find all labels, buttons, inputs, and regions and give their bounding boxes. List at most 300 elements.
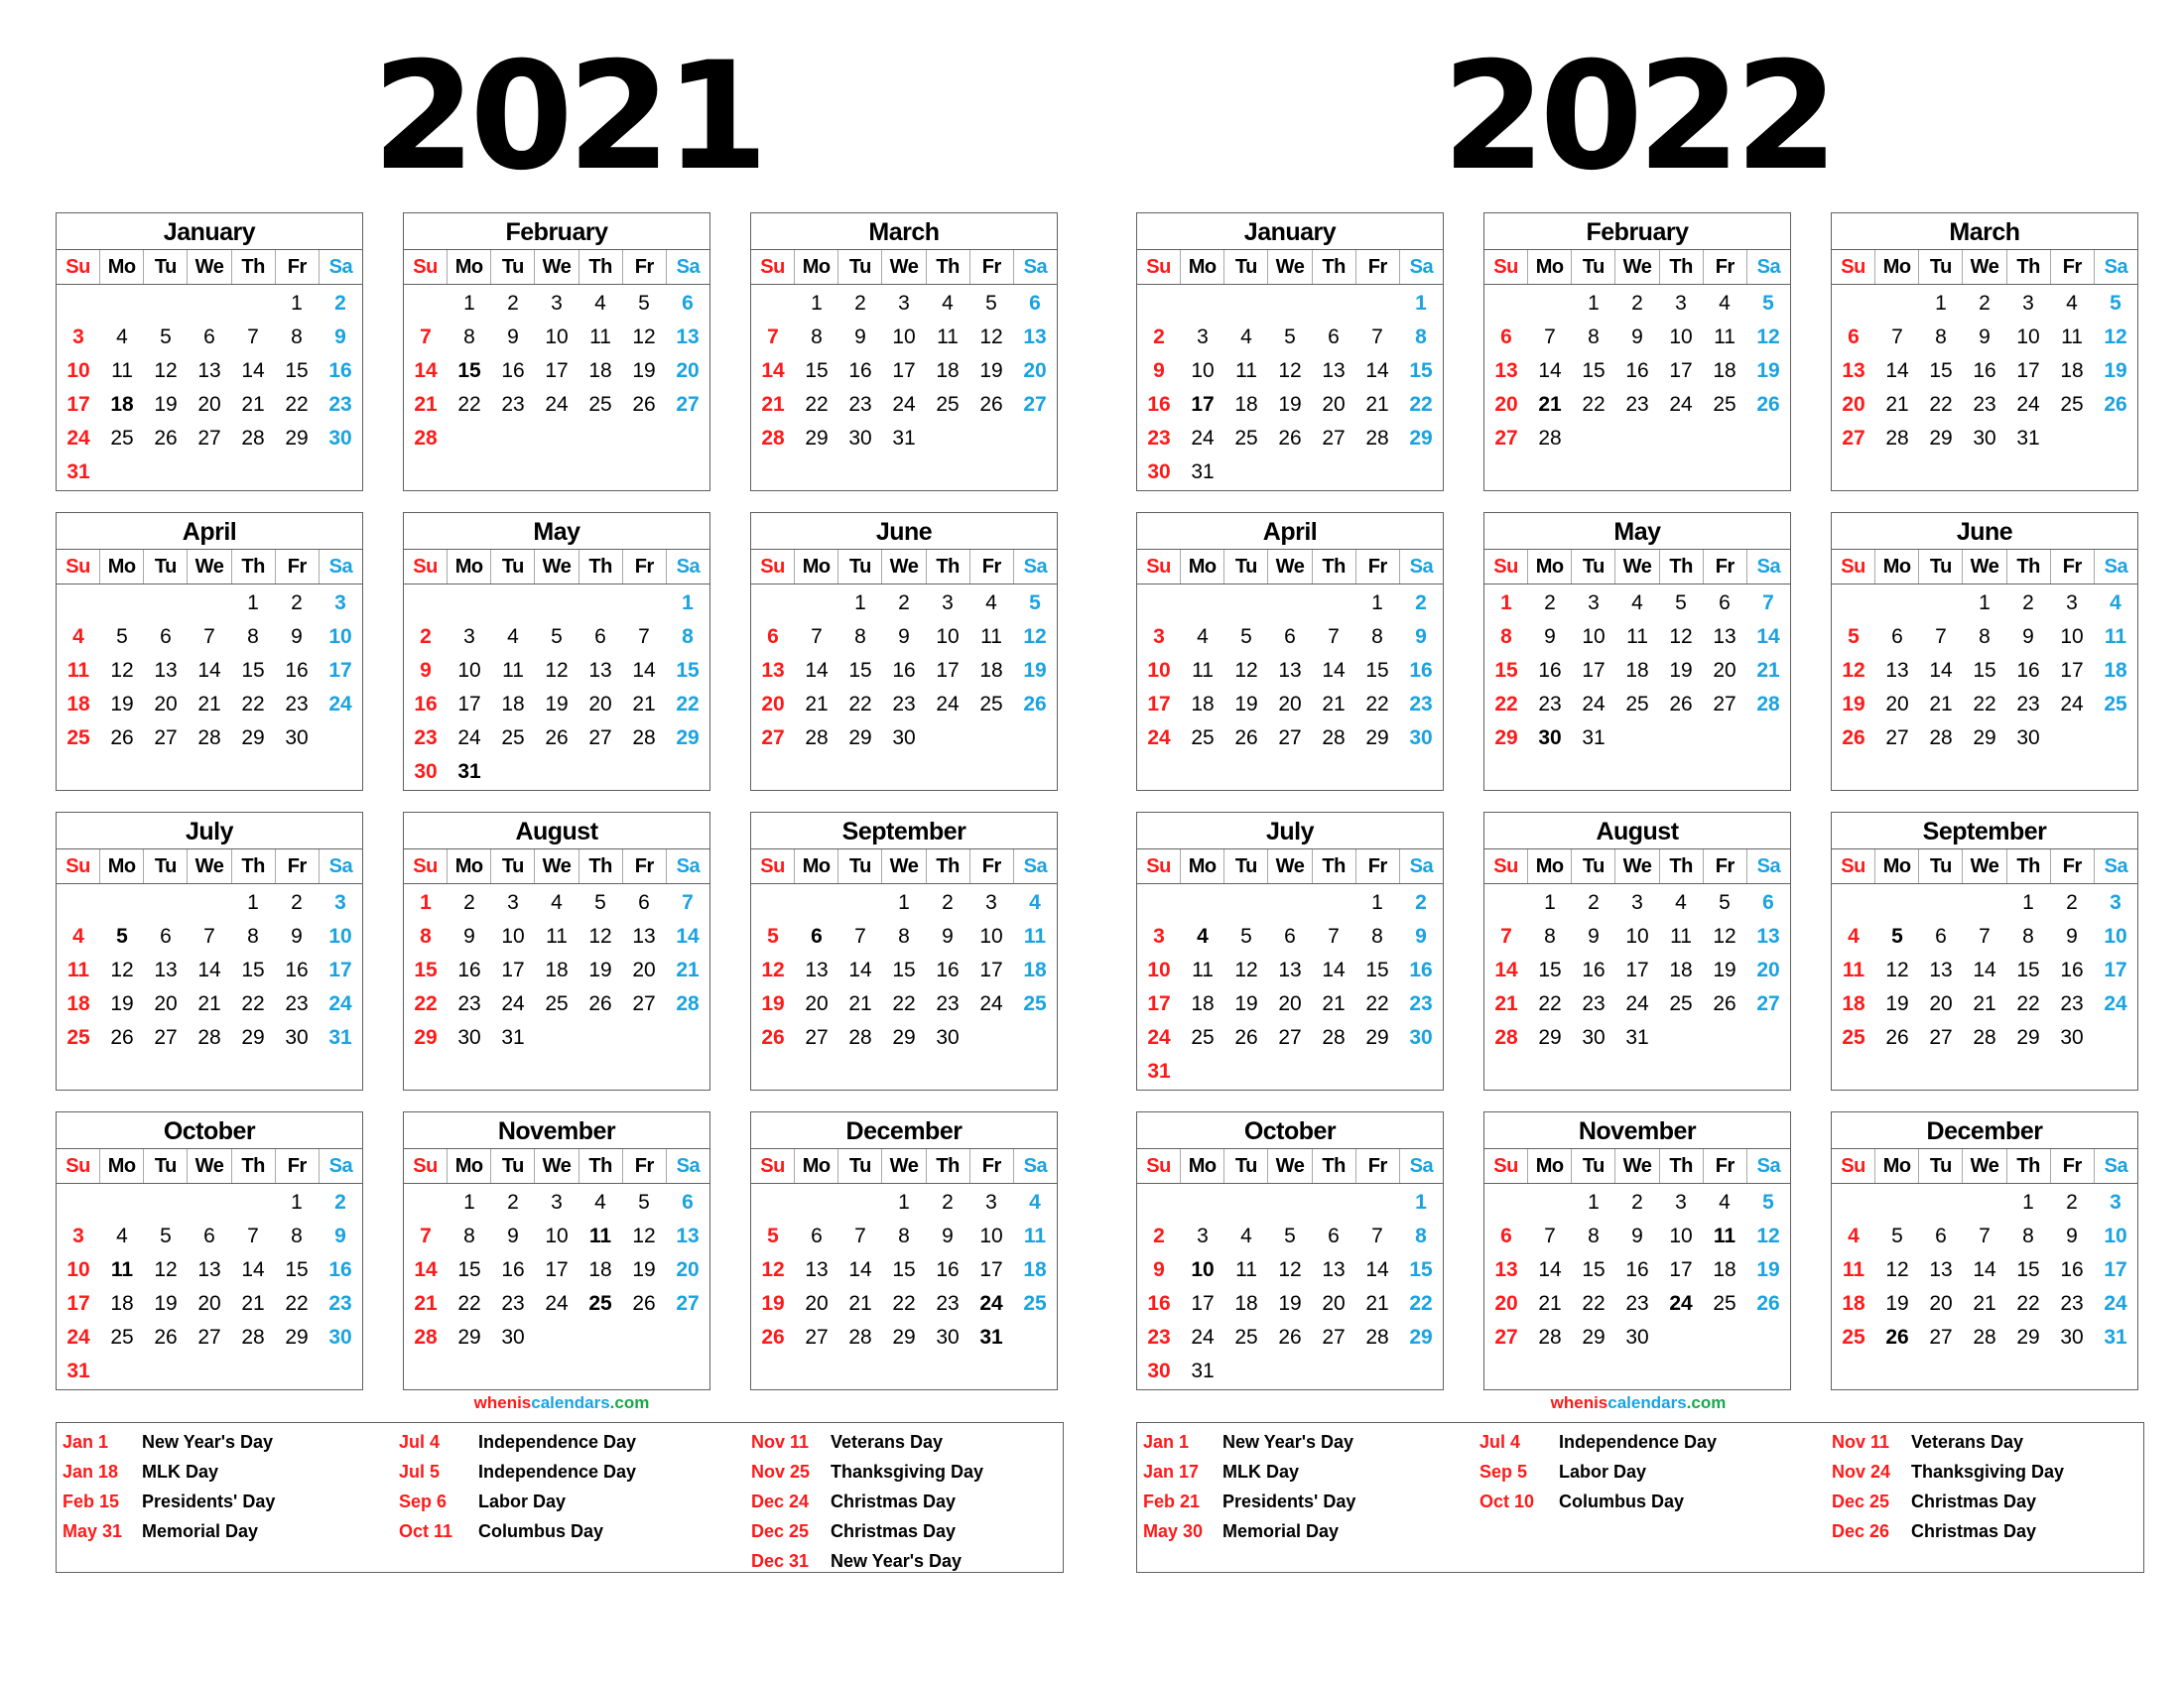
day-cell[interactable]: 17 [936,659,960,682]
day-cell[interactable]: 27 [154,1026,178,1049]
day-cell[interactable]: 18 [110,1292,134,1315]
day-cell[interactable]: 4 [1719,292,1731,315]
day-cell[interactable]: 25 [1713,393,1736,416]
day-cell[interactable]: 4 [985,591,997,614]
day-cell[interactable]: 25 [1023,1292,1047,1315]
day-cell[interactable]: 7 [1762,591,1774,614]
day-cell[interactable]: 27 [1756,992,1780,1015]
day-cell[interactable]: 28 [414,1326,438,1349]
day-cell[interactable]: 20 [1713,659,1736,682]
day-cell[interactable]: 8 [1415,325,1427,348]
day-cell[interactable]: 21 [1365,393,1389,416]
day-cell[interactable]: 10 [457,659,481,682]
day-cell[interactable]: 17 [328,659,352,682]
day-cell[interactable]: 28 [1322,1026,1346,1049]
day-cell[interactable]: 5 [1891,1225,1903,1247]
day-cell[interactable]: 21 [1973,1292,1996,1315]
day-cell[interactable]: 5 [1284,325,1296,348]
day-cell[interactable]: 28 [1365,1326,1389,1349]
day-cell[interactable]: 4 [1631,591,1643,614]
day-cell[interactable]: 13 [1885,659,1909,682]
day-cell[interactable]: 26 [1756,1292,1780,1315]
day-cell[interactable]: 19 [1278,393,1302,416]
day-cell[interactable]: 27 [1929,1326,1953,1349]
day-cell[interactable]: 16 [1582,959,1606,981]
website-label-2022[interactable] [1440,1391,1837,1415]
day-cell[interactable]: 3 [72,325,84,348]
day-cell[interactable]: 10 [979,1225,1003,1247]
day-cell[interactable]: 8 [1415,1225,1427,1247]
day-cell[interactable]: 24 [1147,726,1171,749]
day-cell[interactable]: 24 [979,992,1003,1015]
day-cell[interactable]: 30 [501,1326,525,1349]
day-cell[interactable]: 2 [942,891,954,914]
day-cell[interactable]: 24 [457,726,481,749]
day-cell[interactable]: 9 [291,625,303,648]
day-cell[interactable]: 12 [1278,1258,1302,1281]
day-cell[interactable]: 12 [1756,325,1780,348]
day-cell[interactable]: 5 [767,1225,779,1247]
day-cell[interactable]: 6 [682,1191,694,1214]
day-cell[interactable]: 30 [457,1026,481,1049]
day-cell[interactable]: 20 [197,393,221,416]
day-cell[interactable]: 21 [1929,693,1953,715]
day-cell[interactable]: 19 [632,1258,656,1281]
day-cell[interactable]: 25 [110,1326,134,1349]
day-cell[interactable]: 2 [1544,591,1556,614]
day-cell[interactable]: 16 [501,359,525,382]
day-cell[interactable]: 11 [1235,1258,1257,1281]
day-cell[interactable]: 2 [507,292,519,315]
day-cell[interactable]: 9 [2066,925,2078,948]
day-cell[interactable]: 20 [1885,693,1909,715]
website-label-2021[interactable] [363,1391,760,1415]
day-cell[interactable]: 7 [247,325,259,348]
day-cell[interactable]: 11 [2061,325,2083,348]
day-cell[interactable]: 10 [892,325,916,348]
day-cell[interactable]: 22 [805,393,829,416]
day-cell[interactable]: 7 [1328,925,1340,948]
day-cell[interactable]: 17 [328,959,352,981]
day-cell[interactable]: 24 [328,693,352,715]
day-cell[interactable]: 1 [420,891,432,914]
day-cell[interactable]: 18 [1023,959,1047,981]
day-cell[interactable]: 23 [2060,1292,2084,1315]
day-cell[interactable]: 26 [1885,1326,1909,1349]
day-cell[interactable]: 3 [551,292,563,315]
day-cell[interactable]: 14 [1365,1258,1389,1281]
day-cell[interactable]: 16 [2060,1258,2084,1281]
day-cell[interactable]: 6 [1284,625,1296,648]
day-cell[interactable]: 22 [1494,693,1518,715]
day-cell[interactable]: 14 [197,659,221,682]
day-cell[interactable]: 12 [110,659,134,682]
day-cell[interactable]: 3 [1588,591,1600,614]
day-cell[interactable]: 13 [632,925,656,948]
day-cell[interactable]: 22 [414,992,438,1015]
day-cell[interactable]: 5 [767,925,779,948]
day-cell[interactable]: 1 [291,1191,303,1214]
day-cell[interactable]: 14 [1885,359,1909,382]
day-cell[interactable]: 24 [545,393,569,416]
day-cell[interactable]: 23 [1409,992,1433,1015]
day-cell[interactable]: 27 [1322,1326,1346,1349]
day-cell[interactable]: 26 [110,726,134,749]
day-cell[interactable]: 11 [1714,325,1735,348]
day-cell[interactable]: 13 [1756,925,1780,948]
day-cell[interactable]: 4 [1197,625,1209,648]
day-cell[interactable]: 2 [291,591,303,614]
day-cell[interactable]: 30 [1409,726,1433,749]
day-cell[interactable]: 27 [154,726,178,749]
day-cell[interactable]: 24 [2016,393,2040,416]
day-cell[interactable]: 21 [241,1292,265,1315]
day-cell[interactable]: 12 [110,959,134,981]
day-cell[interactable]: 11 [502,659,524,682]
day-cell[interactable]: 1 [1544,891,1556,914]
day-cell[interactable]: 12 [1756,1225,1780,1247]
day-cell[interactable]: 25 [588,1292,612,1315]
day-cell[interactable]: 16 [2016,659,2040,682]
day-cell[interactable]: 9 [1631,1225,1643,1247]
day-cell[interactable]: 19 [110,693,134,715]
day-cell[interactable]: 2 [291,891,303,914]
day-cell[interactable]: 15 [848,659,872,682]
day-cell[interactable]: 26 [761,1326,785,1349]
day-cell[interactable]: 31 [2016,427,2040,450]
day-cell[interactable]: 16 [2060,959,2084,981]
day-cell[interactable]: 29 [1582,1326,1606,1349]
day-cell[interactable]: 30 [1409,1026,1433,1049]
day-cell[interactable]: 23 [2016,693,2040,715]
day-cell[interactable]: 31 [979,1326,1003,1349]
day-cell[interactable]: 29 [2016,1026,2040,1049]
day-cell[interactable]: 18 [588,359,612,382]
day-cell[interactable]: 10 [2104,925,2127,948]
day-cell[interactable]: 10 [328,925,352,948]
day-cell[interactable]: 31 [1147,1060,1171,1083]
day-cell[interactable]: 25 [1669,992,1693,1015]
day-cell[interactable]: 4 [942,292,954,315]
day-cell[interactable]: 14 [1322,659,1346,682]
day-cell[interactable]: 13 [154,959,178,981]
day-cell[interactable]: 25 [588,393,612,416]
day-cell[interactable]: 25 [1713,1292,1736,1315]
day-cell[interactable]: 5 [1848,625,1860,648]
day-cell[interactable]: 23 [1409,693,1433,715]
day-cell[interactable]: 25 [1842,1326,1865,1349]
day-cell[interactable]: 18 [979,659,1003,682]
day-cell[interactable]: 13 [805,959,829,981]
day-cell[interactable]: 17 [2016,359,2040,382]
day-cell[interactable]: 1 [1979,591,1991,614]
day-cell[interactable]: 4 [1240,325,1252,348]
day-cell[interactable]: 27 [1929,1026,1953,1049]
day-cell[interactable]: 4 [594,1191,606,1214]
day-cell[interactable]: 6 [160,625,172,648]
day-cell[interactable]: 3 [985,1191,997,1214]
day-cell[interactable]: 19 [632,359,656,382]
day-cell[interactable]: 5 [2110,292,2121,315]
day-cell[interactable]: 16 [1625,1258,1649,1281]
day-cell[interactable]: 6 [1935,925,1947,948]
day-cell[interactable]: 21 [848,992,872,1015]
day-cell[interactable]: 14 [1973,959,1996,981]
day-cell[interactable]: 20 [1842,393,1865,416]
day-cell[interactable]: 10 [1669,1225,1693,1247]
day-cell[interactable]: 13 [1842,359,1865,382]
day-cell[interactable]: 21 [805,693,829,715]
day-cell[interactable]: 13 [1713,625,1736,648]
day-cell[interactable]: 15 [1973,659,1996,682]
day-cell[interactable]: 20 [588,693,612,715]
day-cell[interactable]: 6 [811,925,823,948]
day-cell[interactable]: 5 [1719,891,1731,914]
day-cell[interactable]: 22 [2016,992,2040,1015]
day-cell[interactable]: 30 [1582,1026,1606,1049]
day-cell[interactable]: 18 [936,359,960,382]
day-cell[interactable]: 19 [1023,659,1047,682]
day-cell[interactable]: 1 [1588,1191,1600,1214]
day-cell[interactable]: 23 [1147,427,1171,450]
day-cell[interactable]: 30 [328,427,352,450]
day-cell[interactable]: 23 [936,1292,960,1315]
day-cell[interactable]: 15 [1409,1258,1433,1281]
day-cell[interactable]: 22 [892,992,916,1015]
day-cell[interactable]: 2 [854,292,866,315]
day-cell[interactable]: 2 [2066,1191,2078,1214]
day-cell[interactable]: 22 [241,992,265,1015]
day-cell[interactable]: 15 [414,959,438,981]
day-cell[interactable]: 4 [1848,1225,1860,1247]
day-cell[interactable]: 6 [1029,292,1041,315]
day-cell[interactable]: 5 [1891,925,1903,948]
day-cell[interactable]: 31 [328,1026,352,1049]
day-cell[interactable]: 30 [848,427,872,450]
day-cell[interactable]: 24 [1191,1326,1215,1349]
day-cell[interactable]: 1 [1415,1191,1427,1214]
day-cell[interactable]: 18 [545,959,569,981]
day-cell[interactable]: 13 [197,359,221,382]
day-cell[interactable]: 2 [2022,591,2034,614]
day-cell[interactable]: 1 [1500,591,1512,614]
day-cell[interactable]: 20 [676,359,700,382]
day-cell[interactable]: 18 [1669,959,1693,981]
day-cell[interactable]: 19 [761,1292,785,1315]
day-cell[interactable]: 13 [805,1258,829,1281]
day-cell[interactable]: 3 [1675,292,1687,315]
day-cell[interactable]: 13 [1023,325,1047,348]
day-cell[interactable]: 29 [1365,726,1389,749]
day-cell[interactable]: 29 [892,1026,916,1049]
day-cell[interactable]: 6 [203,325,215,348]
day-cell[interactable]: 14 [414,359,438,382]
day-cell[interactable]: 15 [285,1258,309,1281]
day-cell[interactable]: 29 [241,1026,265,1049]
day-cell[interactable]: 6 [1500,325,1512,348]
day-cell[interactable]: 19 [1842,693,1865,715]
day-cell[interactable]: 19 [1278,1292,1302,1315]
day-cell[interactable]: 23 [457,992,481,1015]
day-cell[interactable]: 1 [463,1191,475,1214]
day-cell[interactable]: 19 [761,992,785,1015]
day-cell[interactable]: 10 [1625,925,1649,948]
day-cell[interactable]: 21 [1322,693,1346,715]
day-cell[interactable]: 21 [414,393,438,416]
day-cell[interactable]: 8 [1588,1225,1600,1247]
day-cell[interactable]: 26 [1669,693,1693,715]
day-cell[interactable]: 13 [1494,359,1518,382]
day-cell[interactable]: 24 [2104,1292,2127,1315]
day-cell[interactable]: 25 [1842,1026,1865,1049]
day-cell[interactable]: 25 [1191,1026,1215,1049]
day-cell[interactable]: 11 [1626,625,1648,648]
day-cell[interactable]: 22 [1409,393,1433,416]
day-cell[interactable]: 6 [1935,1225,1947,1247]
day-cell[interactable]: 8 [1935,325,1947,348]
day-cell[interactable]: 21 [197,992,221,1015]
day-cell[interactable]: 20 [1756,959,1780,981]
day-cell[interactable]: 29 [285,427,309,450]
day-cell[interactable]: 11 [937,325,959,348]
day-cell[interactable]: 20 [676,1258,700,1281]
day-cell[interactable]: 18 [1234,1292,1258,1315]
day-cell[interactable]: 4 [1029,1191,1041,1214]
day-cell[interactable]: 28 [761,427,785,450]
day-cell[interactable]: 28 [1929,726,1953,749]
day-cell[interactable]: 11 [1192,959,1214,981]
day-cell[interactable]: 18 [1842,1292,1865,1315]
day-cell[interactable]: 1 [898,1191,910,1214]
day-cell[interactable]: 24 [892,393,916,416]
day-cell[interactable]: 19 [1234,693,1258,715]
day-cell[interactable]: 13 [1929,1258,1953,1281]
day-cell[interactable]: 26 [154,427,178,450]
day-cell[interactable]: 29 [1409,1326,1433,1349]
day-cell[interactable]: 3 [1153,925,1165,948]
day-cell[interactable]: 20 [1494,393,1518,416]
day-cell[interactable]: 17 [2104,1258,2127,1281]
day-cell[interactable]: 16 [328,1258,352,1281]
day-cell[interactable]: 17 [1147,693,1171,715]
day-cell[interactable]: 14 [761,359,785,382]
day-cell[interactable]: 8 [811,325,823,348]
day-cell[interactable]: 24 [2104,992,2127,1015]
day-cell[interactable]: 28 [1756,693,1780,715]
day-cell[interactable]: 20 [1278,992,1302,1015]
day-cell[interactable]: 2 [1631,1191,1643,1214]
day-cell[interactable]: 3 [2022,292,2034,315]
day-cell[interactable]: 17 [1147,992,1171,1015]
day-cell[interactable]: 23 [328,393,352,416]
day-cell[interactable]: 4 [1029,891,1041,914]
day-cell[interactable]: 15 [1494,659,1518,682]
day-cell[interactable]: 3 [942,591,954,614]
day-cell[interactable]: 22 [1409,1292,1433,1315]
day-cell[interactable]: 2 [1588,891,1600,914]
day-cell[interactable]: 12 [1669,625,1693,648]
day-cell[interactable]: 20 [761,693,785,715]
day-cell[interactable]: 27 [632,992,656,1015]
day-cell[interactable]: 8 [898,925,910,948]
day-cell[interactable]: 19 [110,992,134,1015]
day-cell[interactable]: 28 [197,726,221,749]
day-cell[interactable]: 15 [2016,959,2040,981]
day-cell[interactable]: 10 [328,625,352,648]
day-cell[interactable]: 21 [241,393,265,416]
day-cell[interactable]: 15 [676,659,700,682]
day-cell[interactable]: 19 [588,959,612,981]
day-cell[interactable]: 30 [285,726,309,749]
day-cell[interactable]: 27 [197,427,221,450]
day-cell[interactable]: 3 [2110,1191,2121,1214]
day-cell[interactable]: 21 [1885,393,1909,416]
day-cell[interactable]: 25 [1234,427,1258,450]
day-cell[interactable]: 5 [1240,925,1252,948]
day-cell[interactable]: 27 [805,1326,829,1349]
day-cell[interactable]: 28 [1365,427,1389,450]
day-cell[interactable]: 10 [979,925,1003,948]
day-cell[interactable]: 31 [501,1026,525,1049]
day-cell[interactable]: 18 [1625,659,1649,682]
day-cell[interactable]: 19 [1669,659,1693,682]
day-cell[interactable]: 7 [682,891,694,914]
day-cell[interactable]: 10 [545,325,569,348]
day-cell[interactable]: 3 [334,591,346,614]
day-cell[interactable]: 13 [1322,1258,1346,1281]
day-cell[interactable]: 5 [594,891,606,914]
day-cell[interactable]: 9 [2022,625,2034,648]
day-cell[interactable]: 20 [805,992,829,1015]
day-cell[interactable]: 12 [632,1225,656,1247]
day-cell[interactable]: 8 [2022,925,2034,948]
day-cell[interactable]: 7 [1544,325,1556,348]
day-cell[interactable]: 4 [72,925,84,948]
day-cell[interactable]: 17 [2060,659,2084,682]
day-cell[interactable]: 15 [892,1258,916,1281]
day-cell[interactable]: 1 [682,591,694,614]
day-cell[interactable]: 8 [247,625,259,648]
day-cell[interactable]: 26 [1885,1026,1909,1049]
day-cell[interactable]: 22 [457,393,481,416]
day-cell[interactable]: 25 [1023,992,1047,1015]
day-cell[interactable]: 8 [854,625,866,648]
day-cell[interactable]: 11 [588,1225,612,1247]
day-cell[interactable]: 19 [154,393,178,416]
day-cell[interactable]: 23 [501,393,525,416]
day-cell[interactable]: 9 [420,659,432,682]
day-cell[interactable]: 4 [1675,891,1687,914]
day-cell[interactable]: 28 [632,726,656,749]
day-cell[interactable]: 22 [1582,1292,1606,1315]
day-cell[interactable]: 10 [545,1225,569,1247]
day-cell[interactable]: 21 [848,1292,872,1315]
day-cell[interactable]: 20 [1023,359,1047,382]
day-cell[interactable]: 4 [594,292,606,315]
day-cell[interactable]: 4 [1240,1225,1252,1247]
day-cell[interactable]: 8 [291,1225,303,1247]
day-cell[interactable]: 10 [1147,659,1171,682]
day-cell[interactable]: 9 [1979,325,1991,348]
day-cell[interactable]: 30 [1625,1326,1649,1349]
day-cell[interactable]: 10 [936,625,960,648]
day-cell[interactable]: 13 [761,659,785,682]
day-cell[interactable]: 14 [676,925,700,948]
day-cell[interactable]: 14 [1538,1258,1562,1281]
day-cell[interactable]: 7 [854,1225,866,1247]
day-cell[interactable]: 27 [805,1026,829,1049]
day-cell[interactable]: 26 [1234,726,1258,749]
